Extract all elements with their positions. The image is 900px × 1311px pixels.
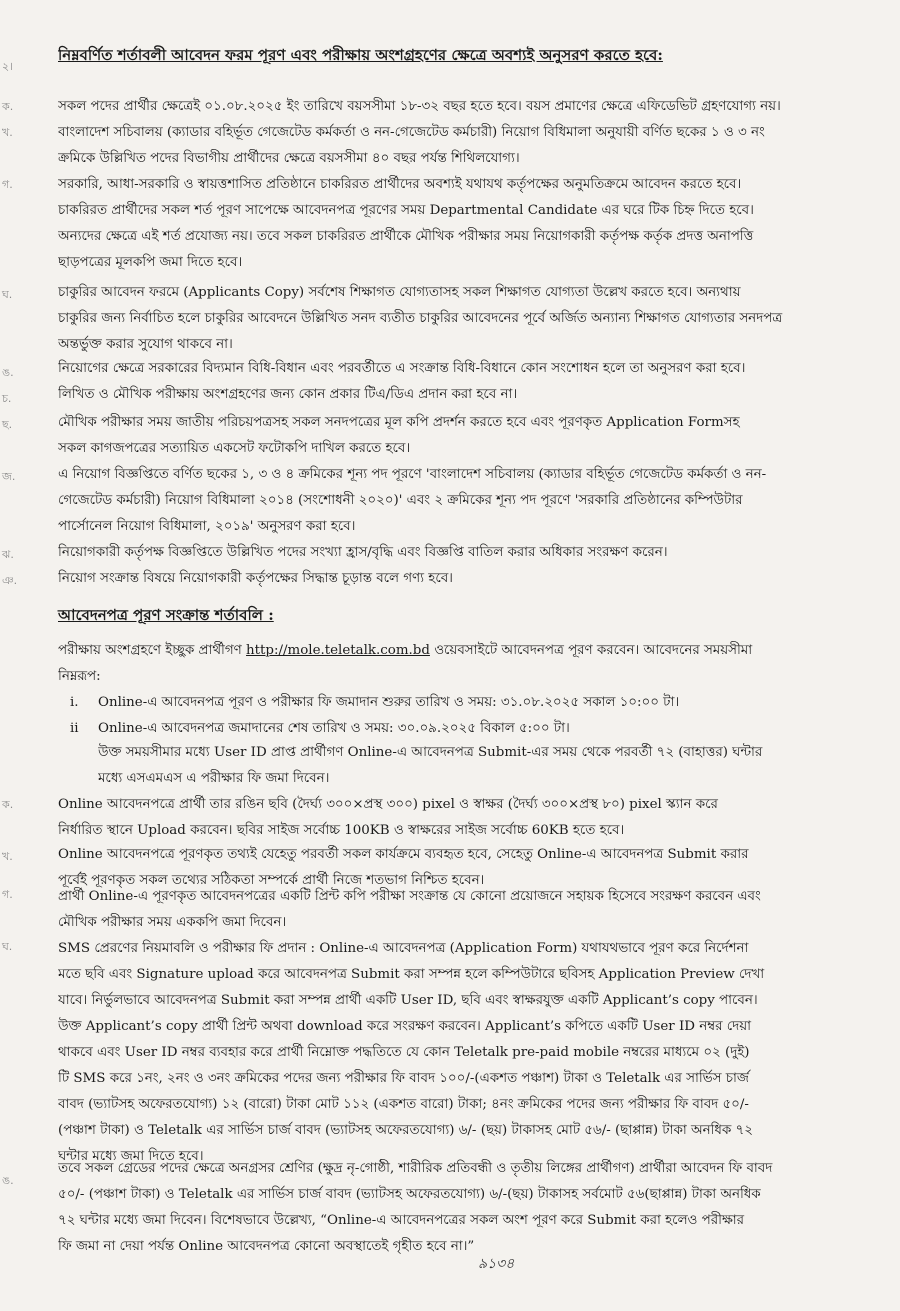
condition-authority-rights [58, 540, 892, 566]
text-line: ঘন্টার মধ্যে জমা দিতে হবে। [58, 1149, 204, 1164]
intro-text: ওয়েবসাইটে আবেদনপত্র পূরণ করবেন। আবেদনের সময়সীমা [429, 643, 753, 658]
text-line: SMS প্রেরণের নিয়মাবলি ও পরীক্ষার ফি প্রদান : Online-এ আবেদনপত্র (Application Form) যথাযথভাবে পূরণ করে নির্দেশনা [58, 941, 749, 956]
text-line: তবে সকল গ্রেডের পদের ক্ষেত্রে অনগ্রসর শ্রেণির (ক্ষুদ্র নৃ-গোষ্ঠী, শারীরিক প্রতিবন্ধী ও তৃতীয় লিঙ্গের প্রার্থীগণ) প্রার্থীরা আবেদন ফি বাবদ [58, 1161, 773, 1176]
condition-age-limit [58, 94, 892, 120]
text-line: নির্ধারিত স্থানে Upload করবেন। ছবির সাইজ সর্বোচ্চ 100KB ও স্বাক্ষরের সাইজ সর্বোচ্চ 60KB হতে হবে। [58, 823, 625, 838]
margin-mark: ক. [2, 100, 14, 113]
condition-no-ta-da [58, 382, 892, 408]
text-line: মৌখিক পরীক্ষার সময় এককপি জমা দিবেন। [58, 915, 287, 930]
text-line: Online আবেদনপত্রে প্রার্থী তার রঙিন ছবি (দৈর্ঘ্য ৩০০×প্রস্থ ৩০০) pixel ও স্বাক্ষর (দৈর্ঘ্য ৩০০×প্রস্থ ৮০) pixel স্ক্যান করে [58, 797, 718, 812]
margin-mark: ক. [2, 798, 14, 811]
text-line: অন্তর্ভুক্ত করার সুযোগ থাকবে না। [58, 337, 233, 352]
condition-age-relaxation [58, 120, 892, 172]
condition-sms-fee-payment [58, 936, 892, 1170]
text-line: চাকুরির আবেদন ফরমে (Applicants Copy) সর্বশেষ শিক্ষাগত যোগ্যতাসহ সকল শিক্ষাগত যোগ্যতা উল্লেখ করতে হবে। অন্যথায় [58, 285, 741, 300]
application-section-heading: আবেদনপত্র পূরণ সংক্রান্ত শর্তাবলি : [58, 606, 274, 624]
text-line: Online-এ আবেদনপত্র পূরণ ও পরীক্ষার ফি জমাদান শুরুর তারিখ ও সময়: ৩১.০৮.২০২৫ সকাল ১০:০০ টা। [98, 695, 680, 710]
margin-mark: ঝ. [2, 548, 14, 561]
text-line: প্রার্থী Online-এ পূরণকৃত আবেদনপত্রের একটি প্রিন্ট কপি পরীক্ষা সংক্রান্ত যে কোনো প্রয়োজনে সহায়ক হিসেবে সংরক্ষণ করবেন এবং [58, 889, 761, 904]
text-line: সকল কাগজপত্রের সত্যায়িত একসেট ফটোকপি দাখিল করতে হবে। [58, 441, 411, 456]
text-line: নিয়োগের ক্ষেত্রে সরকারের বিদ্যমান বিধি-বিধান এবং পরবর্তীতে এ সংক্রান্ত বিধি-বিধানে কোন সংশোধন হলে তা অনুসরণ করা হবে। [58, 361, 746, 376]
condition-backward-class-fee [58, 1156, 892, 1260]
list-number: ii [70, 721, 79, 736]
text-line: সরকারি, আধা-সরকারি ও স্বায়ত্তশাসিত প্রতিষ্ঠানে চাকরিরত প্রার্থীদের অবশ্যই যথাযথ কর্তৃপক্ষের অনুমতিক্রমে আবেদন করতে হবে। [58, 177, 742, 192]
text-line: অন্যদের ক্ষেত্রে এই শর্ত প্রযোজ্য নয়। তবে সকল চাকরিরত প্রার্থীকে মৌখিক পরীক্ষার সময় নিয়োগকারী কর্তৃপক্ষ কর্তৃক প্রদত্ত অনাপত্তি [58, 229, 754, 244]
text-line: বাবদ (ভ্যাটসহ অফেরতযোগ্য) ১২ (বারো) টাকা মোট ১১২ (একশত বারো) টাকা; ৪নং ক্রমিকের পদের জন্য পরীক্ষার ফি বাবদ ৫০/- [58, 1097, 749, 1112]
intro-text: পরীক্ষায় অংশগ্রহণে ইচ্ছুক প্রার্থীগণ [58, 643, 247, 658]
text-line: মতে ছবি এবং Signature upload করে আবেদনপত্র Submit করা সম্পন্ন হলে কম্পিউটারে ছবিসহ Application Preview দেখা [58, 967, 765, 982]
condition-educational-qualifications [58, 280, 892, 358]
text-line: পূর্বেই পূরণকৃত সকল তথ্যের সঠিকতা সম্পর্কে প্রার্থী নিজে শতভাগ নিশ্চিত হবেন। [58, 873, 485, 888]
condition-print-copy [58, 884, 892, 936]
text-line: যাবে। নির্ভুলভাবে আবেদনপত্র Submit করা সম্পন্ন প্রার্থী একটি User ID, ছবি এবং স্বাক্ষরযুক্ত একটি Applicant’s copy পাবেন। [58, 993, 758, 1008]
text-line: ক্রমিকে উল্লিখিত পদের বিভাগীয় প্রার্থীদের ক্ষেত্রে বয়সসীমা ৪০ বছর পর্যন্ত শিথিলযোগ্য। [58, 151, 520, 166]
list-item-end-date-note [98, 740, 890, 792]
condition-photo-signature [58, 792, 892, 844]
text-line: ৭২ ঘন্টার মধ্যে জমা দিবেন। বিশেষভাবে উল্লেখ্য, “Online-এ আবেদনপত্রের সকল অংশ পূরণ করে Submit করা হলেও পরীক্ষার [58, 1213, 745, 1228]
margin-mark: ঘ. [2, 940, 13, 953]
text-line: ৫০/- (পঞ্চাশ টাকা) ও Teletalk এর সার্ভিস চার্জ বাবদ (ভ্যাটসহ অফেরতযোগ্য) ৬/-(ছয়) টাকাসহ সর্বমোট ৫৬(ছাপ্পান্ন) টাকা অনধিক [58, 1187, 761, 1202]
text-line: মৌখিক পরীক্ষার সময় জাতীয় পরিচয়পত্রসহ সকল সনদপত্রের মূল কপি প্রদর্শন করতে হবে এবং পূরণকৃত Application Formসহ [58, 415, 740, 430]
text-line: মধ্যে এসএমএস এ পরীক্ষার ফি জমা দিবেন। [98, 771, 330, 786]
text-line: ফি জমা না দেয়া পর্যন্ত Online আবেদনপত্র কোনো অবস্থাতেই গৃহীত হবে না।” [58, 1239, 475, 1254]
margin-mark: ২। [2, 60, 14, 73]
margin-mark: খ. [2, 126, 13, 139]
conditions-heading: নিম্নবর্ণিত শর্তাবলী আবেদন ফরম পূরণ এবং পরীক্ষায় অংশগ্রহণের ক্ষেত্রে অবশ্যই অনুসরণ করতে হবে: [58, 46, 663, 64]
text-line: টি SMS করে ১নং, ২নং ও ৩নং ক্রমিকের পদের জন্য পরীক্ষার ফি বাবদ ১০০/-(একশত পঞ্চাশ) টাকা ও Teletalk এর সার্ভিস চার্জ [58, 1071, 749, 1086]
teletalk-website-link[interactable]: http://mole.teletalk.com.bd [246, 643, 430, 658]
margin-mark: চ. [2, 392, 12, 405]
margin-mark: ঘ. [2, 288, 13, 301]
text-line: ছাড়পত্রের মূলকপি জমা দিতে হবে। [58, 255, 243, 270]
condition-employed-candidates [58, 172, 892, 276]
text-line: বাংলাদেশ সচিবালয় (ক্যাডার বহির্ভূত গেজেটেড কর্মকর্তা ও নন-গেজেটেড কর্মচারী) নিয়োগ বিধিমালা অনুযায়ী বর্ণিত ছকের ১ ও ৩ নং [58, 125, 765, 140]
margin-mark: খ. [2, 850, 13, 863]
condition-final-decision [58, 566, 892, 592]
margin-mark: জ. [2, 470, 16, 483]
margin-mark: ছ. [2, 418, 13, 431]
margin-mark: ঞ. [2, 574, 18, 587]
list-item-start-date [70, 690, 890, 716]
application-intro [58, 638, 892, 690]
text-line: লিখিত ও মৌখিক পরীক্ষায় অংশগ্রহণের জন্য কোন প্রকার টিএ/ডিএ প্রদান করা হবে না। [58, 387, 518, 402]
margin-mark: গ. [2, 888, 13, 901]
text-line: (পঞ্চাশ টাকা) ও Teletalk এর সার্ভিস চার্জ বাবদ (ভ্যাটসহ অফেরতযোগ্য) ৬/- (ছয়) টাকাসহ মোট ৫৬/- (ছাপ্পান্ন) টাকা অনধিক ৭২ [58, 1123, 753, 1138]
text-line: গেজেটেড কর্মচারী) নিয়োগ বিধিমালা ২০১৪ (সংশোধনী ২০২০)' এবং ২ ক্রমিকের শূন্য পদ পূরণে 'সরকারি প্রতিষ্ঠানের কম্পিউটার [58, 493, 743, 508]
text-line: এ নিয়োগ বিজ্ঞপ্তিতে বর্ণিত ছকের ১, ৩ ও ৪ ক্রমিকের শূন্য পদ পূরণে 'বাংলাদেশ সচিবালয় (ক্যাডার বহির্ভূত গেজেটেড কর্মকর্তা ও নন- [58, 467, 767, 482]
margin-mark: ঙ. [2, 1174, 14, 1187]
handwritten-signature: ৯১৩৪ [478, 1256, 515, 1272]
text-line: উক্ত সময়সীমার মধ্যে User ID প্রাপ্ত প্রার্থীগণ Online-এ আবেদনপত্র Submit-এর সময় থেকে পরবর্তী ৭২ (বাহাত্তর) ঘন্টার [98, 745, 763, 760]
text-line: নিম্নরূপ: [58, 669, 101, 684]
margin-mark: গ. [2, 178, 13, 191]
text-line [58, 638, 892, 664]
condition-recruitment-rules [58, 462, 892, 540]
margin-mark: ঙ. [2, 366, 14, 379]
list-number: i. [70, 695, 79, 710]
text-line: Online-এ আবেদনপত্র জমাদানের শেষ তারিখ ও সময়: ৩০.০৯.২০২৫ বিকাল ৫:০০ টা। [98, 721, 570, 736]
text-line: পার্সোনেল নিয়োগ বিধিমালা, ২০১৯' অনুসরণ করা হবে। [58, 519, 356, 534]
text-line: উক্ত Applicant’s copy প্রার্থী প্রিন্ট অথবা download করে সংরক্ষণ করবেন। Applicant’s কপিতে একটি User ID নম্বর দেয়া [58, 1019, 751, 1034]
text-line: চাকুরির জন্য নির্বাচিত হলে চাকুরির আবেদনে উল্লিখিত সনদ ব্যতীত চাকুরির আবেদনের পূর্বে অর্জিত অন্যান্য শিক্ষাগত যোগ্যতার সনদপত্র [58, 311, 783, 326]
condition-rules-amendment [58, 356, 892, 382]
text-line: Online আবেদনপত্রে পূরণকৃত তথ্যই যেহেতু পরবর্তী সকল কার্যক্রমে ব্যবহৃত হবে, সেহেতু Online-এ আবেদনপত্র Submit করার [58, 847, 749, 862]
list-item-end-date [70, 716, 890, 742]
condition-viva-documents [58, 410, 892, 462]
text-line: চাকরিরত প্রার্থীদের সকল শর্ত পূরণ সাপেক্ষে আবেদনপত্র পূরণের সময় Departmental Candidate এর ঘরে টিক চিহ্ন দিতে হবে। [58, 203, 754, 218]
text-line: থাকবে এবং User ID নম্বর ব্যবহার করে প্রার্থী নিম্নোক্ত পদ্ধতিতে যে কোন Teletalk pre-paid mobile নম্বরের মাধ্যমে ০২ (দুই) [58, 1045, 750, 1060]
text-line: নিয়োগকারী কর্তৃপক্ষ বিজ্ঞপ্তিতে উল্লিখিত পদের সংখ্যা হ্রাস/বৃদ্ধি এবং বিজ্ঞপ্তি বাতিল করার অধিকার সংরক্ষণ করেন। [58, 545, 668, 560]
text-line: নিয়োগ সংক্রান্ত বিষয়ে নিয়োগকারী কর্তৃপক্ষের সিদ্ধান্ত চূড়ান্ত বলে গণ্য হবে। [58, 571, 453, 586]
text-line: সকল পদের প্রার্থীর ক্ষেত্রেই ০১.০৮.২০২৫ ইং তারিখে বয়সসীমা ১৮-৩২ বছর হতে হবে। বয়স প্রমাণের ক্ষেত্রে এফিডেভিট গ্রহণযোগ্য নয়। [58, 99, 781, 114]
